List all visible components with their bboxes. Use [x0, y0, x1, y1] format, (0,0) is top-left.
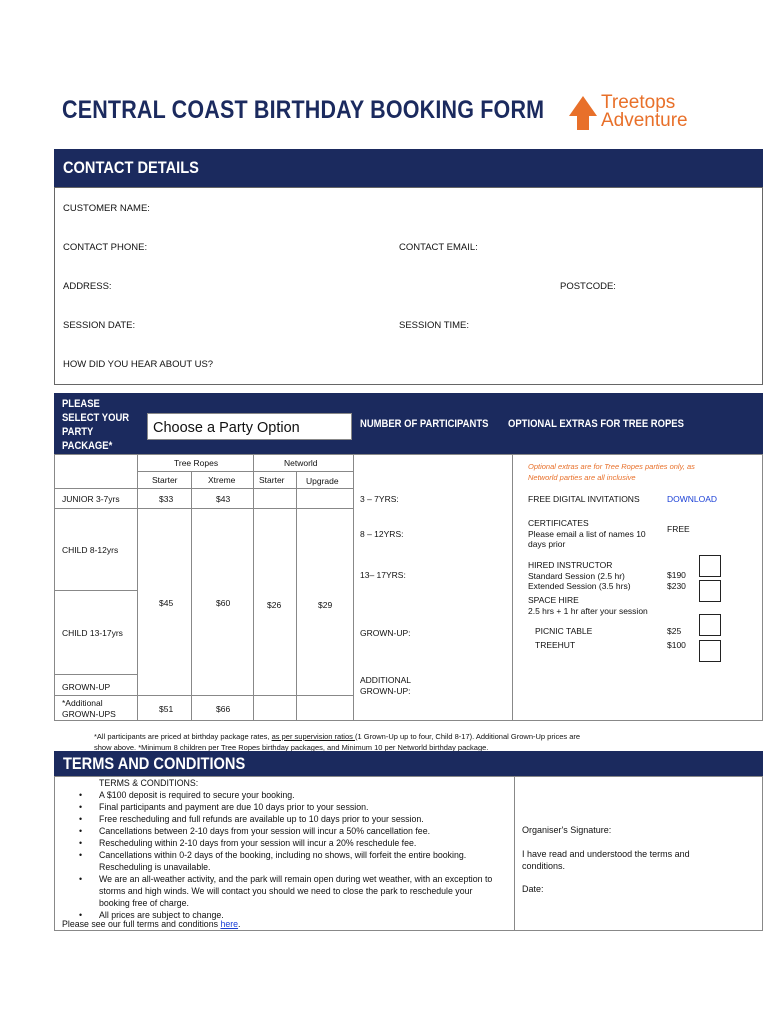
treehut-checkbox[interactable]	[699, 640, 721, 662]
supervision-ratios-link[interactable]: as per supervision ratios	[271, 732, 355, 741]
pricing-footnote: *All participants are priced at birthday package rates, as per supervision ratios (1 Grown-Up up to four, Child 8-17). Additional Grown-Up prices are show above. *Minimum 8 children per Tree Ropes birthday packages, and Minimum 10 per Networld birthday package.	[94, 732, 581, 752]
picnic-table-label: PICNIC TABLE	[535, 626, 593, 636]
download-link[interactable]: DOWNLOAD	[667, 494, 718, 504]
networld-upgrade-price: $29	[318, 600, 333, 610]
party-option-dropdown[interactable]	[147, 413, 352, 440]
tree-arrow-icon	[569, 94, 599, 132]
terms-subheading: TERMS & CONDITIONS:	[99, 778, 199, 788]
junior-xtreme-price: $43	[216, 494, 231, 504]
address-label: ADDRESS:	[63, 281, 112, 292]
junior-row-label: JUNIOR 3-7yrs	[62, 494, 120, 504]
terms-item: • Cancellations between 2-10 days from your session will incur a 50% cancellation fee.	[77, 825, 511, 837]
tree-ropes-xtreme-header: Xtreme	[208, 475, 236, 485]
page-title: CENTRAL COAST BIRTHDAY BOOKING FORM	[62, 96, 545, 124]
postcode-label: POSTCODE:	[560, 281, 616, 292]
space-hire-label: SPACE HIRE 2.5 hrs + 1 hr after your session	[528, 595, 648, 616]
date-label: Date:	[522, 884, 544, 894]
certificates-price: FREE	[667, 524, 690, 534]
terms-item: • A $100 deposit is required to secure your booking.	[77, 789, 511, 801]
terms-item: • Cancellations within 0-2 days of the booking, including no shows, will forfeit the entire booking. Rescheduling is unavailable.	[77, 849, 511, 873]
grownup-row-label: GROWN-UP	[62, 682, 111, 692]
contact-details-title: CONTACT DETAILS	[63, 158, 199, 177]
select-package-label: PLEASE SELECT YOUR PARTY PACKAGE*	[62, 398, 130, 452]
extras-header: OPTIONAL EXTRAS FOR TREE ROPES	[508, 418, 684, 430]
contact-details-box	[54, 187, 763, 385]
treehut-label: TREEHUT	[535, 640, 576, 650]
terms-item: • We are an all-weather activity, and the park will remain open during wet weather, with an exception to storms and high winds. We will contact you should we need to close the park to reschedule your booking free of charge.	[77, 873, 511, 909]
networld-upgrade-header: Upgrade	[306, 476, 339, 486]
participants-additional-label: ADDITIONAL GROWN-UP:	[360, 675, 412, 696]
standard-session-checkbox[interactable]	[699, 555, 721, 577]
terms-item: • Free rescheduling and full refunds are available up to 10 days prior to your session.	[77, 813, 511, 825]
treehut-price: $100	[667, 640, 686, 650]
participants-header: NUMBER OF PARTICIPANTS	[360, 418, 489, 430]
instructor-prices: $190 $230	[667, 570, 686, 591]
how-heard-label: HOW DID YOU HEAR ABOUT US?	[63, 359, 214, 370]
shared-starter-price: $45	[159, 598, 174, 608]
child8-row-label: CHILD 8-12yrs	[62, 545, 119, 555]
participants-8-12-label: 8 – 12YRS:	[360, 529, 404, 539]
terms-item: • All prices are subject to change.	[77, 909, 511, 921]
extras-note: Optional extras are for Tree Ropes parties only, as Networld parties are all inclusive	[528, 462, 695, 482]
certificates-label: CERTIFICATES Please email a list of names 10 days prior	[528, 518, 646, 549]
session-time-label: SESSION TIME:	[399, 320, 470, 331]
junior-starter-price: $33	[159, 494, 174, 504]
logo-line-2: Adventure	[601, 110, 688, 131]
shared-xtreme-price: $60	[216, 598, 231, 608]
treetops-logo	[569, 94, 719, 138]
extended-session-checkbox[interactable]	[699, 580, 721, 602]
terms-list-area	[67, 777, 511, 921]
terms-header	[54, 751, 763, 776]
child13-row-label: CHILD 13-17yrs	[62, 628, 123, 638]
tree-ropes-header: Tree Ropes	[174, 458, 219, 468]
networld-starter-header: Starter	[259, 475, 285, 485]
picnic-table-checkbox[interactable]	[699, 614, 721, 636]
organiser-signature-label: Organiser's Signature:	[522, 825, 612, 835]
full-terms-line: Please see our full terms and conditions here.	[62, 919, 241, 929]
networld-starter-price: $26	[267, 600, 282, 610]
participants-3-7-label: 3 – 7YRS:	[360, 494, 399, 504]
tree-ropes-starter-header: Starter	[152, 475, 178, 485]
logo-line-1: Treetops	[601, 92, 676, 113]
free-invitations-label: FREE DIGITAL INVITATIONS	[528, 494, 640, 504]
customer-name-label: CUSTOMER NAME:	[63, 203, 150, 214]
terms-item: • Rescheduling within 2-10 days from your session will incur a 20% reschedule fee.	[77, 837, 511, 849]
additional-xtreme-price: $66	[216, 704, 231, 714]
session-date-label: SESSION DATE:	[63, 320, 136, 331]
contact-email-label: CONTACT EMAIL:	[399, 242, 478, 253]
contact-details-header	[54, 149, 763, 187]
terms-item: • Final participants and payment are due 10 days prior to your session.	[77, 801, 511, 813]
party-option-value: Choose a Party Option	[153, 420, 300, 436]
terms-here-link[interactable]: here	[220, 919, 239, 929]
terms-list	[67, 789, 511, 921]
additional-starter-price: $51	[159, 704, 174, 714]
additional-row-label: *Additional GROWN-UPS	[62, 698, 116, 719]
terms-agreement-text: I have read and understood the terms and conditions.	[522, 849, 690, 871]
participants-13-17-label: 13– 17YRS:	[360, 570, 406, 580]
picnic-table-price: $25	[667, 626, 682, 636]
participants-grownup-label: GROWN-UP:	[360, 628, 411, 638]
networld-header: Networld	[284, 458, 318, 468]
hired-instructor-label: HIRED INSTRUCTOR Standard Session (2.5 hr) Extended Session (3.5 hrs)	[528, 560, 631, 591]
contact-phone-label: CONTACT PHONE:	[63, 242, 148, 253]
terms-title: TERMS AND CONDITIONS	[63, 754, 246, 773]
